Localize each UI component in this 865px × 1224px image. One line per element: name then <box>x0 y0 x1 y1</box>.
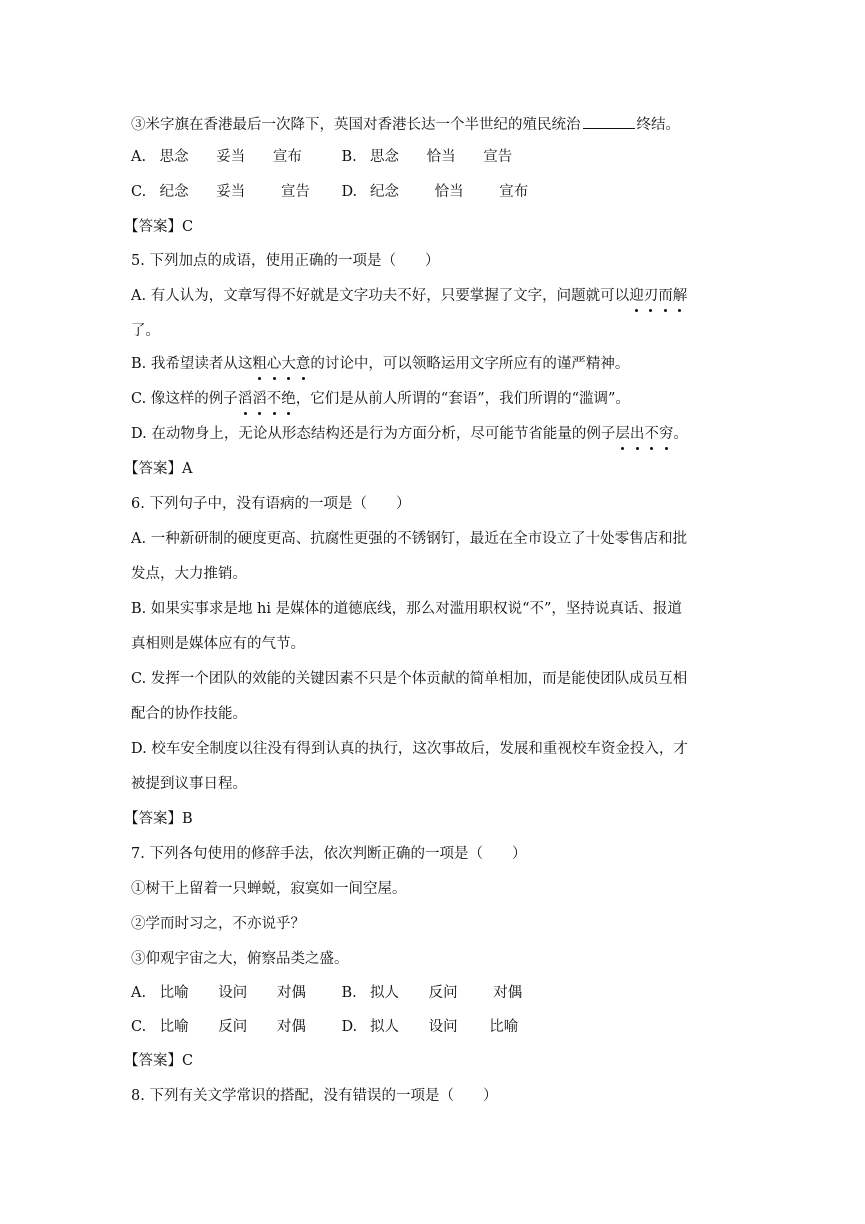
q5-option-c-text: C. 像这样的例子 <box>131 391 238 407</box>
option-c-word-3: 对偶 <box>276 1019 306 1035</box>
option-d-label: D. <box>341 184 358 200</box>
q6-stem: 6. 下列句子中，没有语病的一项是（ ） <box>131 496 411 512</box>
q6-option-c: C. 发挥一个团队的效能的关键因素不只是个体贡献的简单相加，而是能使团队成员互相 <box>131 671 688 687</box>
q5-option-d-text: D. 在动物身上，无论从形态结构还是行为方面分析，尽可能节省能量的例子 <box>131 426 616 442</box>
emphasis-char: 迎 <box>629 288 644 304</box>
q4-item-3 <box>131 114 680 135</box>
q6-option-c-cont: 配合的协作技能。 <box>131 706 247 722</box>
q7-stem: 7. 下列各句使用的修辞手法，依次判断正确的一项是（ ） <box>131 846 527 862</box>
q5-option-a <box>131 286 687 306</box>
answer-q4: 【答案】C <box>124 219 194 235</box>
option-b-word-3: 宣告 <box>483 149 513 165</box>
answer-q7: 【答案】C <box>124 1053 194 1069</box>
emphasis-char: 绝 <box>281 391 296 407</box>
q6-option-b-cont: 真相则是媒体应有的气节。 <box>131 636 305 652</box>
option-a-label: A. <box>131 149 147 165</box>
option-b-word-1: 思念 <box>370 149 400 165</box>
q7-sentence-2: ②学而时习之，不亦说乎？ <box>131 916 305 932</box>
q5-option-d-text-end: 。 <box>673 426 688 442</box>
q7-options-ab <box>131 983 522 1003</box>
q4-options-ab <box>131 147 512 167</box>
q4-item-3-end: 终结。 <box>636 117 680 133</box>
option-a-label: A. <box>131 985 147 1001</box>
emphasis-char: 刃 <box>643 288 659 304</box>
emphasis-char: 不 <box>266 391 282 407</box>
option-d-word-3: 宣布 <box>499 184 529 200</box>
q5-option-b-text-end: 的讨论中，可以领略运用文字所应有的谨严精神。 <box>310 356 630 372</box>
q4-item-3-text: ③米字旗在香港最后一次降下，英国对香港长达一个半世纪的殖民统治 <box>131 117 581 133</box>
option-d-word-2: 恰当 <box>434 184 464 200</box>
emphasis-char: 而 <box>658 288 673 304</box>
q5-option-d <box>131 424 688 444</box>
q5-option-c-text-end: ，它们是从前人所谓的“套语”，我们所谓的“滥调”。 <box>295 391 630 407</box>
emphasis-char: 穷 <box>658 426 674 442</box>
option-b-word-2: 反问 <box>428 985 458 1001</box>
option-d-word-2: 设问 <box>428 1019 458 1035</box>
option-a-word-3: 对偶 <box>276 985 306 1001</box>
q6-option-b: B. 如果实事求是地 hi 是媒体的道德底线，那么对滥用职权说“不”，坚持说真话、报道 <box>131 601 682 617</box>
option-c-word-2: 反问 <box>218 1019 248 1035</box>
option-a-word-1: 比喻 <box>159 985 189 1001</box>
answer-q5: 【答案】A <box>124 461 193 477</box>
option-d-label: D. <box>341 1019 358 1035</box>
q7-sentence-3: ③仰观宇宙之大，俯察品类之盛。 <box>131 951 349 967</box>
q6-option-a-cont: 发点，大力推销。 <box>131 566 247 582</box>
option-a-word-1: 思念 <box>159 149 189 165</box>
emphasis-char: 心 <box>266 356 282 372</box>
emphasis-char: 出 <box>629 426 645 442</box>
emphasis-char: 意 <box>295 356 311 372</box>
option-a-word-3: 宣布 <box>272 149 302 165</box>
option-c-word-1: 纪念 <box>159 184 189 200</box>
q5-option-a-cont: 了。 <box>131 323 160 339</box>
option-c-label: C. <box>131 184 147 200</box>
q6-option-d-cont: 被提到议事日程。 <box>131 776 247 792</box>
emphasis-char: 不 <box>644 426 659 442</box>
option-c-word-2: 妥当 <box>216 184 246 200</box>
fill-blank <box>583 114 635 129</box>
option-a-word-2: 妥当 <box>216 149 246 165</box>
q4-options-cd <box>131 182 528 202</box>
option-c-label: C. <box>131 1019 147 1035</box>
q5-stem: 5. 下列加点的成语，使用正确的一项是（ ） <box>131 253 440 269</box>
option-b-word-2: 恰当 <box>426 149 456 165</box>
q8-stem: 8. 下列有关文学常识的搭配，没有错误的一项是（ ） <box>131 1088 498 1104</box>
emphasis-char: 层 <box>615 426 630 442</box>
q5-option-c <box>131 389 630 409</box>
option-b-word-1: 拟人 <box>370 985 400 1001</box>
option-b-label: B. <box>341 149 357 165</box>
option-b-label: B. <box>341 985 357 1001</box>
option-d-word-1: 拟人 <box>370 1019 400 1035</box>
emphasis-char: 粗 <box>252 356 267 372</box>
option-d-word-1: 纪念 <box>370 184 400 200</box>
q6-option-d: D. 校车安全制度以往没有得到认真的执行，这次事故后，发展和重视校车资金投入，才 <box>131 741 688 757</box>
q7-options-cd <box>131 1017 518 1037</box>
option-d-word-3: 比喻 <box>489 1019 519 1035</box>
q5-option-b-text: B. 我希望读者从这 <box>131 356 253 372</box>
emphasis-char: 滔 <box>237 391 253 407</box>
option-b-word-3: 对偶 <box>493 985 523 1001</box>
emphasis-char: 解 <box>672 288 688 304</box>
option-a-word-2: 设问 <box>218 985 248 1001</box>
q5-option-b <box>131 354 629 374</box>
q6-option-a: A. 一种新研制的硬度更高、抗腐性更强的不锈钢钉，最近在全市设立了十处零售店和批 <box>131 531 688 547</box>
option-c-word-3: 宣告 <box>280 184 310 200</box>
emphasis-char: 滔 <box>252 391 267 407</box>
option-c-word-1: 比喻 <box>159 1019 189 1035</box>
emphasis-char: 大 <box>281 356 296 372</box>
answer-q6: 【答案】B <box>124 811 193 827</box>
q7-sentence-1: ①树干上留着一只蝉蜕，寂寞如一间空屋。 <box>131 881 407 897</box>
q5-option-a-text: A. 有人认为，文章写得不好就是文字功夫不好，只要掌握了文字，问题就可以 <box>131 288 630 304</box>
